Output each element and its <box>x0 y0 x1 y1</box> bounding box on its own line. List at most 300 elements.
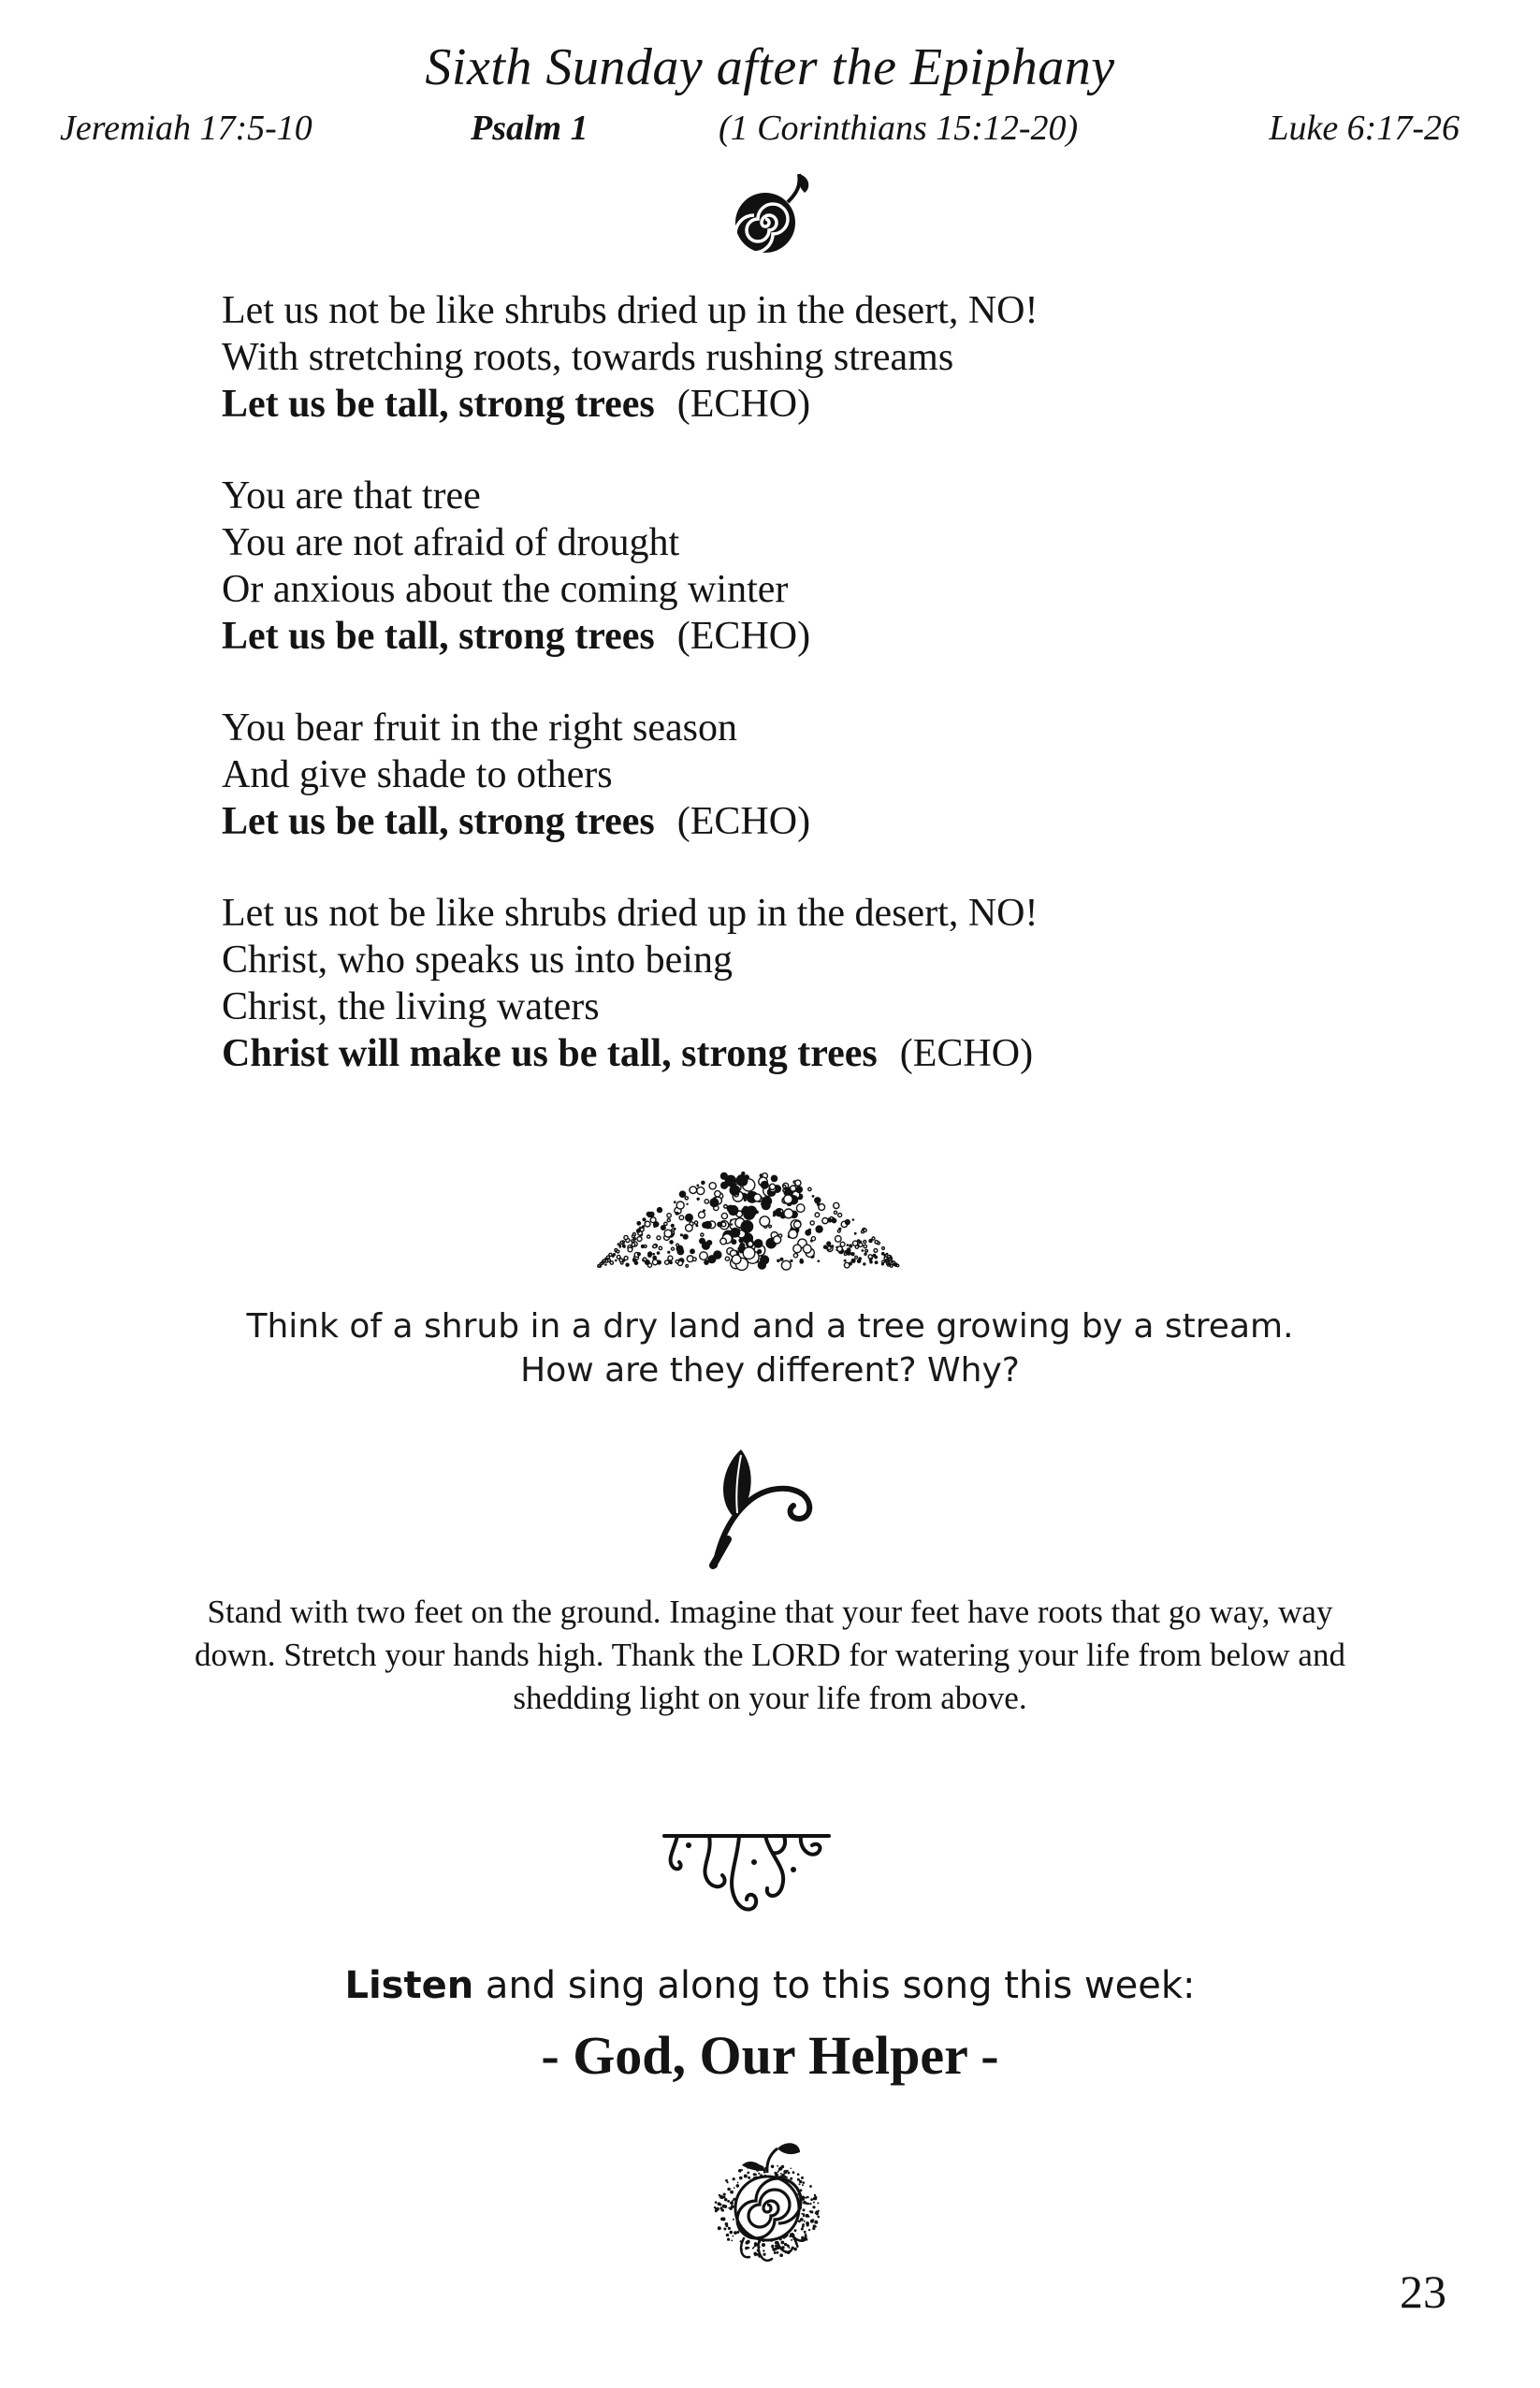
stipple-dot <box>793 2248 797 2251</box>
activity-line: shedding light on your life from above. <box>513 1680 1027 1716</box>
refrain: Let us be tall, strong trees <box>222 800 655 843</box>
activity-instructions <box>84 1591 1456 1720</box>
stipple-dot <box>720 1172 728 1180</box>
sprouting-seed-icon <box>697 2133 837 2274</box>
stipple-dot <box>754 2254 756 2256</box>
stipple-dot <box>864 1253 866 1256</box>
stipple-dot <box>727 2188 731 2191</box>
stipple-dot <box>851 1259 856 1263</box>
refrain: Let us be tall, strong trees <box>222 615 655 658</box>
stipple-dot <box>813 2224 816 2227</box>
stipple-dot <box>619 1245 622 1248</box>
stipple-dot <box>869 1260 873 1264</box>
stipple-dot <box>805 1230 811 1236</box>
stipple-dot <box>652 1253 655 1256</box>
stipple-dot <box>763 2253 765 2256</box>
roots-ornament-icon <box>661 1825 833 1928</box>
stipple-dot <box>801 2177 804 2179</box>
stipple-dot <box>728 2227 731 2230</box>
listen-instruction <box>0 1964 1540 2007</box>
stipple-dot <box>733 2177 735 2180</box>
stipple-dot <box>647 1212 652 1217</box>
stipple-dot <box>789 1230 797 1238</box>
stipple-dot <box>617 1243 620 1245</box>
stipple-dot <box>744 1199 747 1201</box>
stipple-dot <box>625 1263 629 1267</box>
stipple-dot <box>859 1243 863 1246</box>
stipple-dot <box>644 1245 647 1248</box>
stipple-dot <box>853 1241 858 1245</box>
stipple-dot <box>671 1224 675 1228</box>
stipple-dot <box>793 1245 802 1253</box>
stipple-dot <box>642 1260 645 1262</box>
stipple-dot <box>664 1230 672 1237</box>
stipple-dot <box>810 2220 814 2223</box>
stipple-dot <box>657 1251 661 1255</box>
stipple-dot <box>801 2228 804 2231</box>
stipple-dot <box>800 2218 804 2221</box>
stipple-dot <box>803 1245 811 1253</box>
stipple-dot <box>781 2241 785 2245</box>
stipple-dot <box>787 2244 789 2246</box>
stipple-dot <box>748 1241 753 1246</box>
poem-line: You are that tree <box>222 474 481 517</box>
poem-line: Let us not be like shrubs dried up in the desert, NO! <box>222 289 1039 332</box>
stipple-dot <box>835 1236 842 1243</box>
stipple-dot <box>672 1229 675 1231</box>
stipple-dot <box>632 1240 634 1243</box>
stipple-dot <box>847 1244 850 1246</box>
stipple-dot <box>896 1264 898 1266</box>
stipple-dot <box>882 1247 885 1250</box>
stipple-dot <box>795 1180 801 1186</box>
stipple-dot <box>697 1198 700 1201</box>
stipple-dot <box>760 1255 769 1264</box>
stipple-dot <box>676 1212 679 1216</box>
stipple-dot <box>889 1259 891 1260</box>
stipple-dot <box>715 1191 720 1197</box>
song-title: - God, Our Helper - <box>541 2025 999 2086</box>
reading-psalm: Psalm 1 <box>471 109 588 148</box>
stipple-dot <box>815 1225 822 1232</box>
stipple-dot <box>734 2187 735 2189</box>
stipple-dot <box>791 1186 796 1191</box>
shrub-mound-icon <box>589 1163 908 1271</box>
stipple-dot <box>715 2208 717 2210</box>
stipple-dot <box>685 1197 688 1200</box>
stipple-dot <box>619 1259 623 1262</box>
stipple-dot <box>817 2202 819 2204</box>
refrain-line <box>222 381 1438 428</box>
stipple-dot <box>697 1187 705 1195</box>
stipple-dot <box>826 1241 831 1245</box>
stipple-dot <box>637 1252 641 1256</box>
stipple-dot <box>723 2193 726 2196</box>
stipple-dot <box>667 1218 670 1221</box>
page-number: 23 <box>1400 2265 1446 2318</box>
stipple-dot <box>783 1189 786 1192</box>
stipple-dot <box>780 1210 783 1213</box>
stipple-dot <box>683 1234 689 1240</box>
stipple-dot <box>875 1241 878 1244</box>
stipple-dot <box>736 2184 740 2188</box>
stipple-dot <box>628 1247 632 1252</box>
stipple-dot <box>803 2181 806 2184</box>
stipple-dot <box>613 1253 616 1256</box>
stipple-dot <box>676 1201 684 1209</box>
stipple-dot <box>731 1223 734 1226</box>
stipple-dot <box>738 2169 742 2173</box>
stipple-dot <box>676 1244 679 1246</box>
stipple-dot <box>690 1187 697 1194</box>
stipple-dot <box>885 1260 888 1263</box>
stanza-3 <box>222 705 1438 845</box>
stipple-dot <box>758 2173 760 2175</box>
stipple-dot <box>731 1228 741 1238</box>
stipple-dot <box>744 2175 748 2178</box>
stipple-dot <box>806 2214 809 2218</box>
stipple-dot <box>667 1251 670 1254</box>
reading-jeremiah: Jeremiah 17:5-10 <box>60 109 312 148</box>
stipple-dot <box>789 2247 791 2249</box>
stipple-dot <box>642 1217 646 1221</box>
stipple-dot <box>847 1247 851 1252</box>
stipple-dot <box>622 1244 626 1247</box>
stipple-dot <box>705 1200 708 1203</box>
stipple-dot <box>653 1245 657 1248</box>
stipple-dot <box>774 2172 777 2175</box>
stipple-dot <box>679 1216 684 1220</box>
stipple-dot <box>780 1258 784 1261</box>
stipple-dot <box>725 2179 728 2182</box>
echo-cue: (ECHO) <box>676 800 811 843</box>
spiral-sprout-icon <box>722 167 825 260</box>
reading-luke: Luke 6:17-26 <box>1269 109 1460 148</box>
poem-line: Christ, who speaks us into being <box>222 939 733 982</box>
stipple-dot <box>686 1265 689 1268</box>
poem-line: Christ, the living waters <box>222 985 600 1028</box>
stipple-dot <box>844 1260 847 1262</box>
stipple-dot <box>728 1205 738 1216</box>
stipple-dot <box>804 2231 806 2234</box>
stipple-dot <box>792 2171 795 2174</box>
stipple-dot <box>799 2183 801 2185</box>
poem-line: And give shade to others <box>222 753 613 796</box>
stipple-dot <box>813 2197 816 2200</box>
stipple-dot <box>827 1246 831 1250</box>
stipple-dot <box>694 1221 697 1224</box>
stipple-dot <box>743 1247 755 1260</box>
stipple-dot <box>815 1213 820 1217</box>
stipple-dot <box>823 1245 828 1249</box>
stipple-dot <box>603 1260 605 1262</box>
stipple-dot <box>632 1235 634 1238</box>
stipple-dot <box>808 2229 810 2231</box>
stipple-dot <box>874 1249 878 1253</box>
stipple-dot <box>872 1237 875 1240</box>
prompt-line: Think of a shrub in a dry land and a tree growing by a stream. <box>246 1307 1294 1346</box>
stipple-dot <box>808 1187 811 1190</box>
stipple-dot <box>647 1251 652 1256</box>
stipple-dot <box>719 2195 723 2199</box>
stipple-dot <box>762 2243 765 2247</box>
stipple-dot <box>788 2172 791 2175</box>
stipple-dot <box>849 1244 852 1247</box>
stipple-dot <box>762 1201 771 1210</box>
stipple-dot <box>715 2201 718 2204</box>
stipple-dot <box>884 1257 887 1260</box>
stipple-dot <box>769 1225 772 1228</box>
stipple-dot <box>704 1260 709 1265</box>
stipple-dot <box>838 1214 842 1217</box>
stipple-dot <box>729 2207 732 2210</box>
stipple-dot <box>790 1260 792 1262</box>
stipple-dot <box>809 2210 811 2212</box>
stipple-dot <box>784 1195 792 1203</box>
stipple-dot <box>604 1263 607 1266</box>
stipple-dot <box>763 2250 764 2251</box>
stipple-dot <box>665 1260 669 1264</box>
stipple-dot <box>598 1265 600 1267</box>
stanza-4 <box>222 890 1438 1077</box>
stipple-dot <box>760 1216 770 1227</box>
stipple-dot <box>891 1262 893 1265</box>
stipple-dot <box>701 1181 705 1186</box>
stipple-dot <box>881 1262 884 1265</box>
stipple-dot <box>679 1190 687 1198</box>
stipple-dot <box>718 2226 721 2230</box>
stipple-dot <box>806 2221 809 2225</box>
stipple-dot <box>724 1205 728 1209</box>
stipple-dot <box>736 2231 739 2234</box>
stipple-dot <box>720 1238 727 1245</box>
stipple-dot <box>794 1221 801 1228</box>
stipple-dot <box>624 1235 628 1239</box>
stipple-dot <box>760 1173 763 1177</box>
stipple-dot <box>864 1229 866 1231</box>
stipple-dot <box>754 1239 763 1248</box>
stipple-dot <box>814 2221 818 2224</box>
stipple-dot <box>680 1233 683 1236</box>
poem-line: Or anxious about the coming winter <box>222 568 789 611</box>
stipple-dot <box>857 1259 862 1263</box>
stipple-dot <box>802 2223 805 2226</box>
stipple-dot <box>815 2212 817 2214</box>
stipple-dot <box>709 1198 719 1207</box>
refrain: Let us be tall, strong trees <box>222 383 655 426</box>
stipple-dot <box>863 1262 865 1265</box>
stipple-dot <box>834 1202 839 1208</box>
stipple-dot <box>771 1175 778 1183</box>
stipple-dot <box>844 1253 847 1256</box>
stipple-dot <box>868 1255 872 1259</box>
stipple-dot <box>837 1246 843 1252</box>
stipple-dot <box>723 2228 726 2231</box>
stipple-dot <box>730 2231 734 2235</box>
stipple-dot <box>810 1221 814 1225</box>
stipple-dot <box>799 2180 802 2183</box>
stipple-dot <box>810 1240 813 1243</box>
stipple-dot <box>731 2240 733 2242</box>
stipple-dot <box>647 1235 650 1238</box>
stipple-dot <box>771 2165 775 2169</box>
stipple-dot <box>727 2200 730 2203</box>
stipple-dot <box>732 2200 734 2202</box>
stipple-dot <box>640 1228 644 1231</box>
stipple-dot <box>802 2184 804 2186</box>
stipple-dot <box>794 2229 797 2232</box>
activity-line: Stand with two feet on the ground. Imagine that your feet have roots that go way, way <box>207 1594 1333 1630</box>
stipple-dot <box>888 1263 890 1265</box>
stipple-dot <box>810 2198 813 2201</box>
stipple-dot <box>620 1242 623 1245</box>
stipple-dot <box>692 1258 696 1261</box>
stipple-dot <box>790 2168 792 2170</box>
stipple-dot <box>677 1248 685 1256</box>
stipple-dot <box>814 2194 816 2196</box>
stipple-dot <box>733 2219 734 2221</box>
sprout-curl-icon <box>700 1436 840 1572</box>
stipple-dot <box>875 1260 879 1264</box>
stipple-dot <box>779 2167 782 2170</box>
stipple-dot <box>809 2185 812 2188</box>
stipple-dot <box>717 1222 722 1228</box>
stipple-dot <box>672 1247 675 1250</box>
stipple-dot <box>822 1218 828 1224</box>
stipple-dot <box>721 2209 724 2212</box>
stipple-dot <box>812 1195 815 1198</box>
stipple-dot <box>745 2247 748 2250</box>
stipple-dot <box>721 1184 726 1188</box>
stipple-dot <box>777 1260 780 1263</box>
stipple-dot <box>659 1246 661 1249</box>
echo-cue: (ECHO) <box>676 383 811 426</box>
stipple-dot <box>739 1243 745 1248</box>
stipple-dot <box>818 2210 820 2212</box>
stipple-dot <box>757 1249 762 1254</box>
stipple-dot <box>850 1252 854 1256</box>
stipple-dot <box>730 2191 734 2194</box>
stipple-dot <box>664 1222 667 1225</box>
stipple-dot <box>609 1253 612 1256</box>
echo-cue: (ECHO) <box>676 615 811 658</box>
stipple-dot <box>814 1197 821 1203</box>
stipple-dot <box>696 1185 699 1187</box>
stipple-dot <box>855 1256 858 1259</box>
stipple-dot <box>657 1207 662 1213</box>
stipple-dot <box>753 2247 755 2249</box>
stipple-dot <box>862 1249 864 1252</box>
stipple-dot <box>686 1203 688 1205</box>
stipple-dot <box>741 1220 754 1233</box>
listen-emphasis: Listen <box>344 1964 474 2007</box>
stipple-dot <box>699 1212 705 1218</box>
stipple-dot <box>774 2251 777 2254</box>
stipple-dot <box>783 1186 786 1188</box>
refrain-line <box>222 1030 1438 1077</box>
stipple-dot <box>761 1181 769 1189</box>
stanza-2 <box>222 473 1438 660</box>
stipple-dot <box>608 1259 611 1261</box>
stipple-dot <box>685 1214 693 1222</box>
poem-line: With stretching roots, towards rushing streams <box>222 336 954 379</box>
poem-line: You are not afraid of drought <box>222 521 680 564</box>
stipple-dot <box>840 1242 845 1246</box>
stipple-dot <box>738 1238 744 1244</box>
stipple-dot <box>754 2174 757 2177</box>
stipple-dot <box>709 1183 716 1189</box>
stipple-dot <box>713 1250 721 1259</box>
stipple-dot <box>845 1219 850 1225</box>
stipple-dot <box>773 1214 776 1216</box>
stipple-dot <box>793 1254 797 1258</box>
poem-line: Let us not be like shrubs dried up in the desert, NO! <box>222 892 1039 935</box>
stipple-dot <box>812 2206 815 2208</box>
stipple-dot <box>704 1221 712 1230</box>
stipple-dot <box>739 2177 743 2180</box>
stipple-dot <box>777 2171 779 2173</box>
stipple-dot <box>770 1184 776 1189</box>
stipple-dot <box>804 2221 806 2222</box>
stipple-dot <box>783 2170 787 2174</box>
stipple-dot <box>747 2172 749 2175</box>
stanza-1 <box>222 287 1438 428</box>
stipple-dot <box>778 1234 781 1237</box>
refrain-line <box>222 613 1438 660</box>
stipple-dot <box>690 1248 695 1254</box>
poem <box>222 287 1438 1122</box>
stipple-dot <box>650 1217 656 1223</box>
stipple-dot <box>637 1237 642 1242</box>
stipple-dot <box>719 2203 721 2206</box>
stipple-dot <box>797 2173 800 2176</box>
stipple-dot <box>668 1256 673 1260</box>
stipple-dot <box>799 1260 804 1264</box>
stipple-dot <box>657 1236 661 1240</box>
stipple-dot <box>686 1224 693 1231</box>
listen-text: and sing along to this song this week: <box>473 1964 1196 2007</box>
reflection-prompt <box>0 1304 1540 1392</box>
stipple-dot <box>777 2251 779 2254</box>
stipple-dot <box>737 2182 739 2184</box>
stipple-dot <box>806 2196 809 2199</box>
stipple-dot <box>721 1213 727 1218</box>
stipple-dot <box>743 1206 749 1213</box>
stipple-dot <box>854 1232 857 1235</box>
stipple-dot <box>724 2206 727 2208</box>
stipple-dot <box>700 1252 708 1260</box>
stipple-dot <box>813 2202 815 2204</box>
stipple-dot <box>748 2177 750 2179</box>
stipple-dot <box>874 1256 878 1260</box>
stipple-dot <box>777 2165 778 2167</box>
stipple-dot <box>726 2224 729 2227</box>
stipple-dot <box>797 2178 800 2181</box>
stipple-dot <box>786 2177 788 2178</box>
stipple-dot <box>736 1174 748 1187</box>
stipple-dot <box>746 2241 749 2245</box>
stipple-dot <box>734 2231 737 2235</box>
stipple-dot <box>790 2177 792 2180</box>
stipple-dot <box>632 1243 635 1246</box>
stipple-dot <box>763 2171 766 2174</box>
stipple-dot <box>615 1260 617 1262</box>
stipple-dot <box>732 1255 741 1264</box>
stipple-dot <box>733 2235 734 2237</box>
stipple-dot <box>667 1214 671 1217</box>
stipple-dot <box>674 1201 676 1203</box>
stipple-dot <box>753 1194 761 1201</box>
